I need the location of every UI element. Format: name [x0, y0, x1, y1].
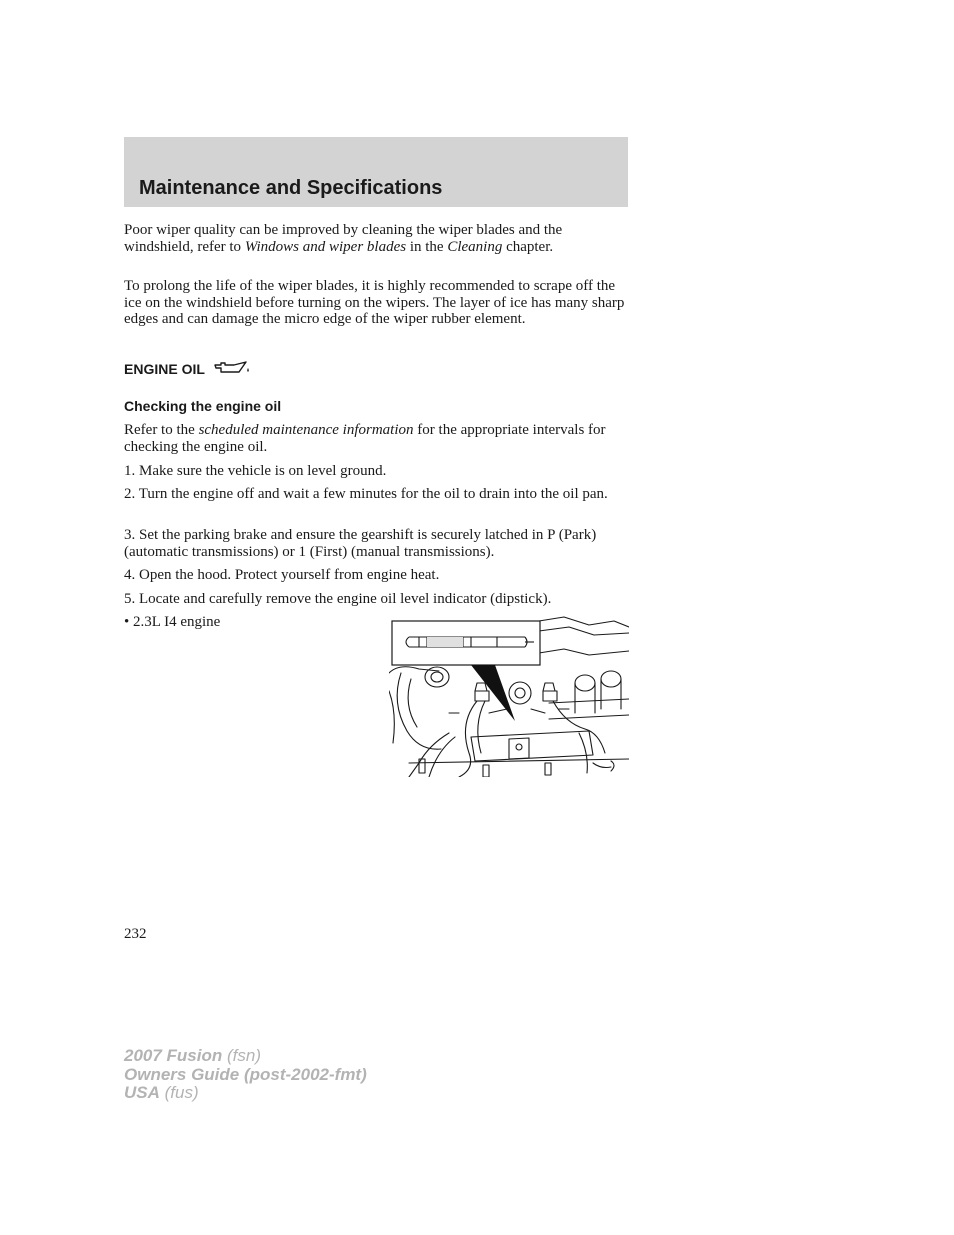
cleaning-chapter-reference: Cleaning — [447, 238, 503, 255]
step-item: 3. Set the parking brake and ensure the gearshift is securely latched in P (Park) (automatic transmissions) or 1 (First) (manual transmissions). — [124, 527, 597, 560]
intro-paragraph: Refer to the scheduled maintenance information for the appropriate intervals for checking the engine oil. — [124, 422, 606, 455]
scheduled-maintenance-reference: scheduled maintenance information — [198, 422, 414, 438]
section-header — [124, 137, 628, 207]
footer-line-market: USA (fus) — [124, 1083, 199, 1102]
step-item: 5. Locate and carefully remove the engine oil level indicator (dipstick). — [124, 591, 552, 607]
footer-line-guide: Owners Guide (post-2002-fmt) — [124, 1064, 367, 1084]
step-item: 1. Make sure the vehicle is on level ground. — [124, 463, 387, 479]
step-item: 4. Open the hood. Protect yourself from engine heat. — [124, 567, 440, 583]
engine-bullet: • 2.3L I4 engine — [124, 614, 221, 630]
footer-line-model: 2007 Fusion (fsn) — [124, 1046, 261, 1065]
engine-dipstick-illustration — [389, 613, 629, 777]
windows-wiper-reference: Windows and wiper blades — [244, 238, 407, 255]
wiper-quality-paragraph: Poor wiper quality can be improved by cleaning the wiper blades and the windshield, refer to Windows and wiper blades in the Cleaning chapter. — [124, 222, 563, 255]
engine-compartment-drawing — [389, 613, 629, 777]
page-number: 232 — [124, 926, 147, 942]
step-item: 2. Turn the engine off and wait a few minutes for the oil to drain into the oil pan. — [124, 486, 608, 502]
document-footer — [124, 1047, 367, 1103]
checking-oil-subheading: Checking the engine oil — [124, 398, 282, 414]
wiper-ice-paragraph: To prolong the life of the wiper blades, it is highly recommended to scrape off the ice on the windshield before turning on the wipers. The layer of ice has many sharp edges and can damage the micro edge of the wiper rubber element. — [124, 278, 625, 327]
engine-oil-heading: ENGINE OIL — [124, 360, 251, 377]
page-title: Maintenance and Specifications — [139, 177, 443, 199]
oil-can-icon — [213, 360, 251, 376]
